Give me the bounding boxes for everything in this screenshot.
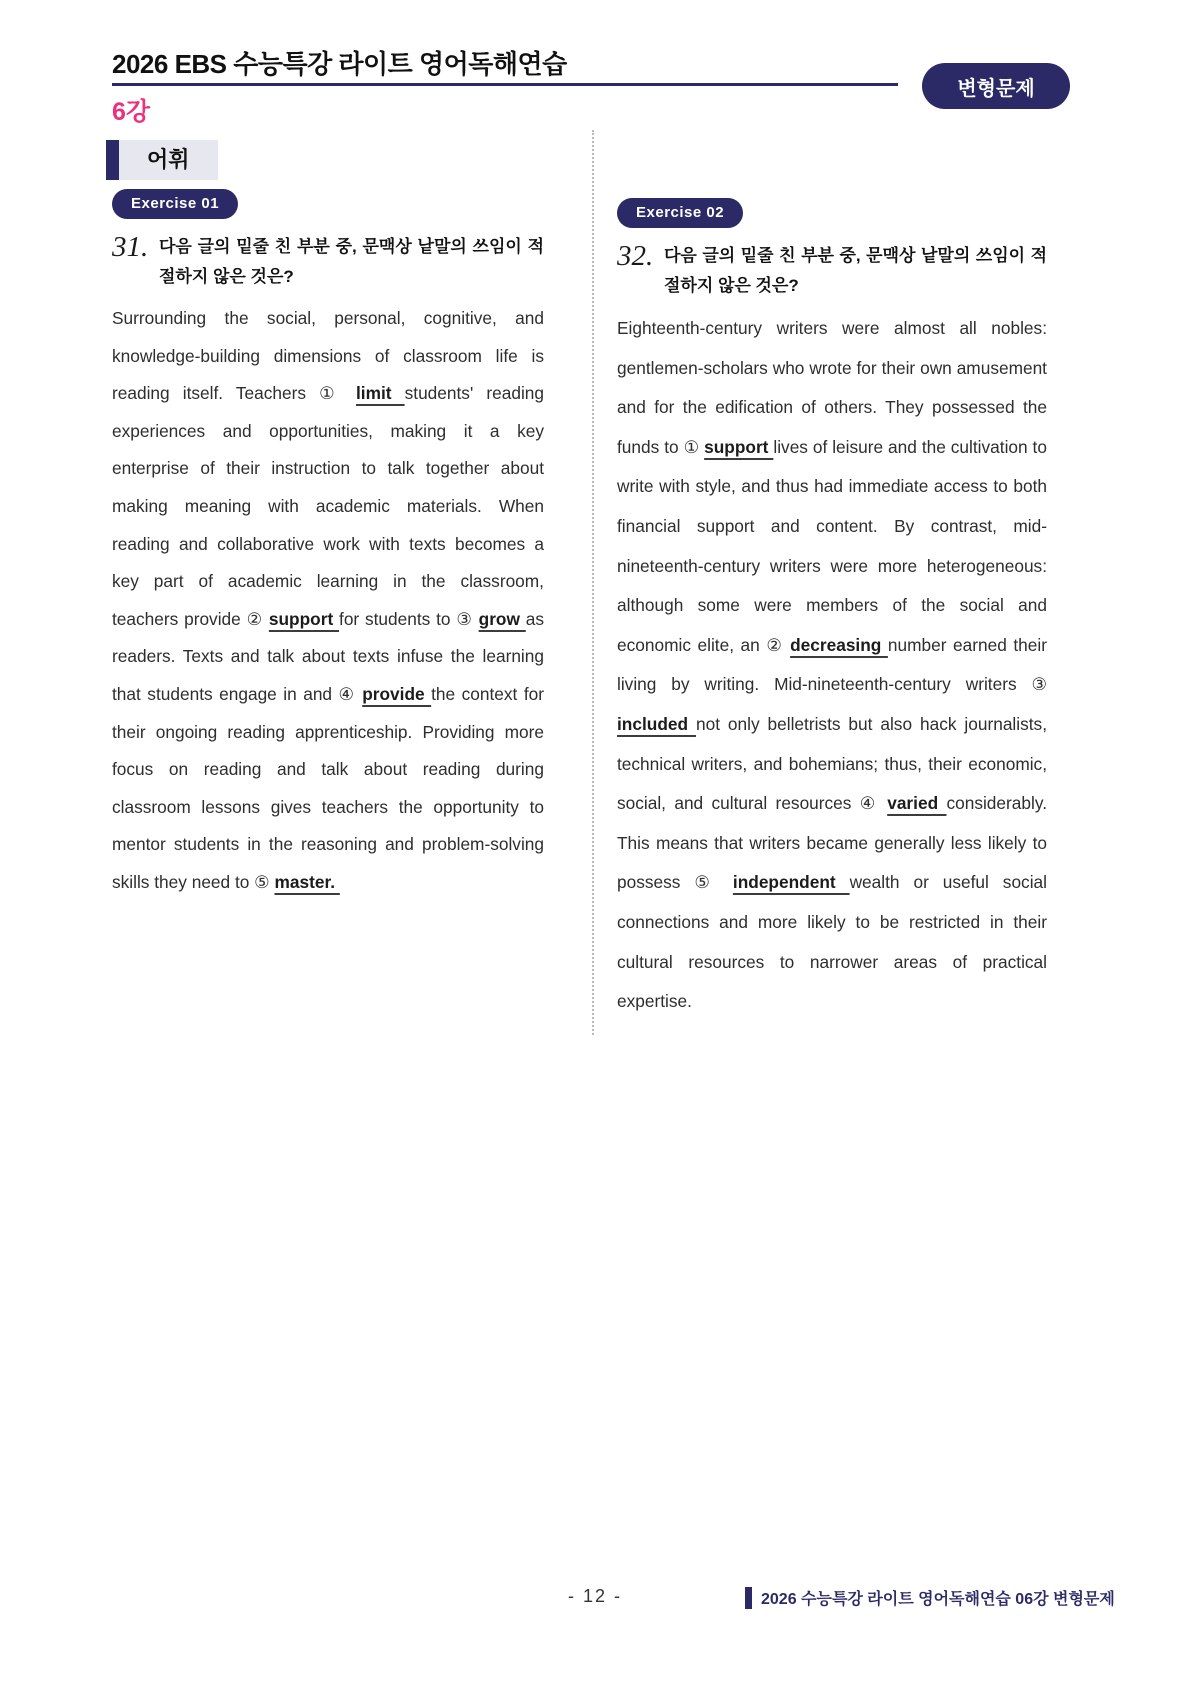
choice-marker: ③ (1031, 674, 1047, 695)
question-31 (112, 232, 544, 292)
variant-badge: 변형문제 (922, 63, 1070, 109)
choice-word: support (268, 608, 340, 629)
choice-word: varied (887, 793, 947, 814)
exercise-01-badge: Exercise 01 (112, 189, 238, 219)
question-32-number: 32. (617, 240, 654, 272)
choice-word: independent (732, 872, 850, 893)
choice-word: provide (362, 683, 432, 704)
choice-marker: ② (766, 634, 784, 655)
choice-marker: ⑤ (694, 872, 719, 893)
choice-marker: ④ (338, 683, 356, 704)
chapter-label: 6강 (112, 98, 151, 126)
choice-marker: ② (246, 608, 264, 629)
choice-word: limit (356, 383, 405, 404)
choice-marker: ① (319, 383, 343, 404)
footer-source (745, 1586, 1115, 1609)
section-header-vocab (106, 140, 544, 180)
choice-marker: ① (683, 436, 700, 457)
choice-word: support (704, 436, 774, 457)
column-divider (592, 130, 594, 1035)
left-column (112, 140, 544, 902)
page-number: - 12 - (567, 1586, 622, 1606)
choice-word: decreasing (790, 634, 888, 655)
exercise-01 (112, 180, 544, 902)
choice-word: included (617, 713, 696, 734)
choice-marker: ⑤ (254, 871, 270, 892)
passage-31: Surrounding the social, personal, cognitive, and knowledge-building dimensions of classroom life is reading itself. Teachers ① limit students' reading experiences and opportunities, making it a key enterprise of their instruction to talk together about making meaning with academic materials. When reading and collaborative work with texts becomes a key part of academic learning in the classroom, teachers provide ② support for students to ③ grow as readers. Texts and talk about texts infuse the learning that students engage in and ④ provide the context for their ongoing reading apprenticeship. Providing more focus on reading and talk about reading during classroom lessons gives teachers the opportunity to mentor students in the reasoning and problem-solving skills they need to ⑤ master. (112, 308, 545, 892)
footer-bar-icon (745, 1587, 752, 1609)
section-label: 어휘 (119, 140, 218, 180)
section-bar (106, 140, 119, 180)
choice-word: master. (274, 871, 340, 892)
passage-32: Eighteenth-century writers were almost all nobles: gentlemen-scholars who wrote for their own amusement and for the edification of others. They possessed the funds to ① support lives of leisure and the cultivation to write with style, and thus had immediate access to both financial support and content. By contrast, mid-nineteenth-century writers were more heterogeneous: although some were members of the social and economic elite, an ② decreasing number earned their living by writing. Mid-nineteenth-century writers ③ included not only belletrists but also hack journalists, technical writers, and bohemians; thus, their economic, social, and cultural resources ④ varied considerably. This means that writers became generally less likely to possess ⑤ independent wealth or useful social connections and more likely to be restricted in their cultural resources to narrower areas of practical expertise. (617, 318, 1048, 1012)
exercise-02 (617, 189, 1047, 1022)
right-column (617, 140, 1047, 1022)
question-32-text: 다음 글의 밑줄 친 부분 중, 문맥상 낱말의 쓰임이 적절하지 않은 것은? (664, 246, 1047, 295)
exercise-02-badge: Exercise 02 (617, 198, 743, 228)
choice-marker: ③ (456, 608, 473, 629)
question-31-text: 다음 글의 밑줄 친 부분 중, 문맥상 낱말의 쓰임이 적절하지 않은 것은? (159, 237, 544, 286)
question-31-number: 31. (112, 231, 149, 263)
question-32 (617, 241, 1047, 301)
choice-marker: ④ (859, 793, 879, 814)
header-rule (112, 83, 898, 86)
choice-word: grow (478, 608, 526, 629)
footer-source-text: 2026 수능특강 라이트 영어독해연습 06강 변형문제 (761, 1591, 1115, 1608)
doc-title: 2026 EBS 수능특강 라이트 영어독해연습 (112, 49, 567, 79)
